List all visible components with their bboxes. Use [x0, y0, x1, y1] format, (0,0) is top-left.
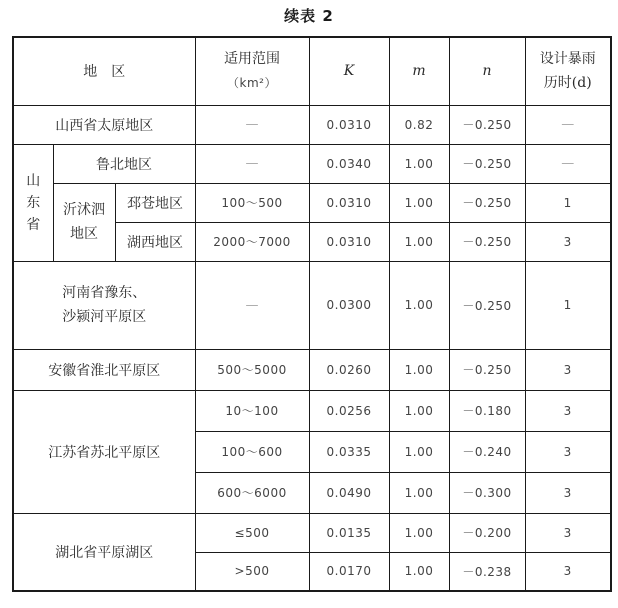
- n-cell: －0.250: [449, 222, 525, 261]
- header-m: m: [389, 37, 449, 105]
- range-cell: 100～600: [195, 431, 309, 472]
- header-duration-line2: 历时(d): [543, 75, 592, 92]
- range-cell: 600～6000: [195, 472, 309, 513]
- table-row: [13, 105, 611, 144]
- duration-cell: —: [525, 105, 611, 144]
- k-cell: 0.0335: [309, 431, 389, 472]
- duration-cell: 3: [525, 472, 611, 513]
- header-row: [13, 37, 611, 105]
- region-cell: 湖西地区: [115, 222, 195, 261]
- region-line: 沙颍河平原区: [62, 309, 147, 325]
- range-cell: >500: [195, 552, 309, 591]
- m-cell: 0.82: [389, 105, 449, 144]
- n-cell: －0.250: [449, 261, 525, 349]
- header-k: K: [309, 37, 389, 105]
- k-cell: 0.0170: [309, 552, 389, 591]
- header-duration-line1: 设计暴雨: [539, 51, 596, 68]
- m-cell: 1.00: [389, 431, 449, 472]
- k-cell: 0.0310: [309, 105, 389, 144]
- region-line: 河南省豫东、: [62, 285, 147, 301]
- n-cell: －0.250: [449, 349, 525, 390]
- table-row: [13, 349, 611, 390]
- n-cell: －0.250: [449, 105, 525, 144]
- n-cell: －0.180: [449, 390, 525, 431]
- range-cell: —: [195, 144, 309, 183]
- region-cell: 山西省太原地区: [13, 105, 195, 144]
- n-cell: －0.240: [449, 431, 525, 472]
- table-row: [13, 390, 611, 431]
- rainfall-parameter-table: [12, 36, 612, 592]
- header-region: 地 区: [13, 37, 195, 105]
- m-cell: 1.00: [389, 183, 449, 222]
- m-cell: 1.00: [389, 472, 449, 513]
- header-range-line1: 适用范围: [224, 51, 280, 68]
- subregion-line: 地区: [70, 226, 98, 242]
- m-cell: 1.00: [389, 261, 449, 349]
- m-cell: 1.00: [389, 349, 449, 390]
- province-char: 东: [26, 194, 41, 211]
- k-cell: 0.0310: [309, 183, 389, 222]
- k-cell: 0.0340: [309, 144, 389, 183]
- region-cell: 鲁北地区: [53, 144, 195, 183]
- region-cell: 湖北省平原湖区: [13, 513, 195, 591]
- region-cell: [13, 261, 195, 349]
- range-cell: —: [195, 261, 309, 349]
- header-duration: [525, 37, 611, 105]
- duration-cell: —: [525, 144, 611, 183]
- range-cell: 500～5000: [195, 349, 309, 390]
- range-cell: 2000～7000: [195, 222, 309, 261]
- range-cell: 10～100: [195, 390, 309, 431]
- duration-cell: 3: [525, 552, 611, 591]
- table-row: [13, 513, 611, 552]
- k-cell: 0.0490: [309, 472, 389, 513]
- k-cell: 0.0300: [309, 261, 389, 349]
- table-row: [13, 183, 611, 222]
- m-cell: 1.00: [389, 144, 449, 183]
- k-cell: 0.0256: [309, 390, 389, 431]
- n-cell: －0.200: [449, 513, 525, 552]
- province-char: 山: [26, 172, 41, 189]
- k-cell: 0.0260: [309, 349, 389, 390]
- duration-cell: 3: [525, 222, 611, 261]
- duration-cell: 3: [525, 390, 611, 431]
- province-label-shandong: [13, 144, 53, 261]
- m-cell: 1.00: [389, 390, 449, 431]
- range-cell: ≤500: [195, 513, 309, 552]
- duration-cell: 3: [525, 349, 611, 390]
- province-char: 省: [26, 216, 41, 233]
- table-row: [13, 261, 611, 349]
- k-cell: 0.0135: [309, 513, 389, 552]
- region-cell: 安徽省淮北平原区: [13, 349, 195, 390]
- k-cell: 0.0310: [309, 222, 389, 261]
- n-cell: －0.238: [449, 552, 525, 591]
- duration-cell: 1: [525, 261, 611, 349]
- table-title: 续表 2: [284, 7, 334, 25]
- duration-cell: 3: [525, 513, 611, 552]
- region-cell: 江苏省苏北平原区: [13, 390, 195, 513]
- header-n: n: [449, 37, 525, 105]
- header-range-line2: （km²）: [227, 76, 277, 91]
- duration-cell: 1: [525, 183, 611, 222]
- m-cell: 1.00: [389, 513, 449, 552]
- m-cell: 1.00: [389, 222, 449, 261]
- region-cell: 邳苍地区: [115, 183, 195, 222]
- header-range: [195, 37, 309, 105]
- range-cell: 100～500: [195, 183, 309, 222]
- n-cell: －0.300: [449, 472, 525, 513]
- n-cell: －0.250: [449, 183, 525, 222]
- m-cell: 1.00: [389, 552, 449, 591]
- subregion-label-yishusi: [53, 183, 115, 261]
- table-row: [13, 144, 611, 183]
- range-cell: —: [195, 105, 309, 144]
- subregion-line: 沂沭泗: [63, 202, 105, 218]
- n-cell: －0.250: [449, 144, 525, 183]
- duration-cell: 3: [525, 431, 611, 472]
